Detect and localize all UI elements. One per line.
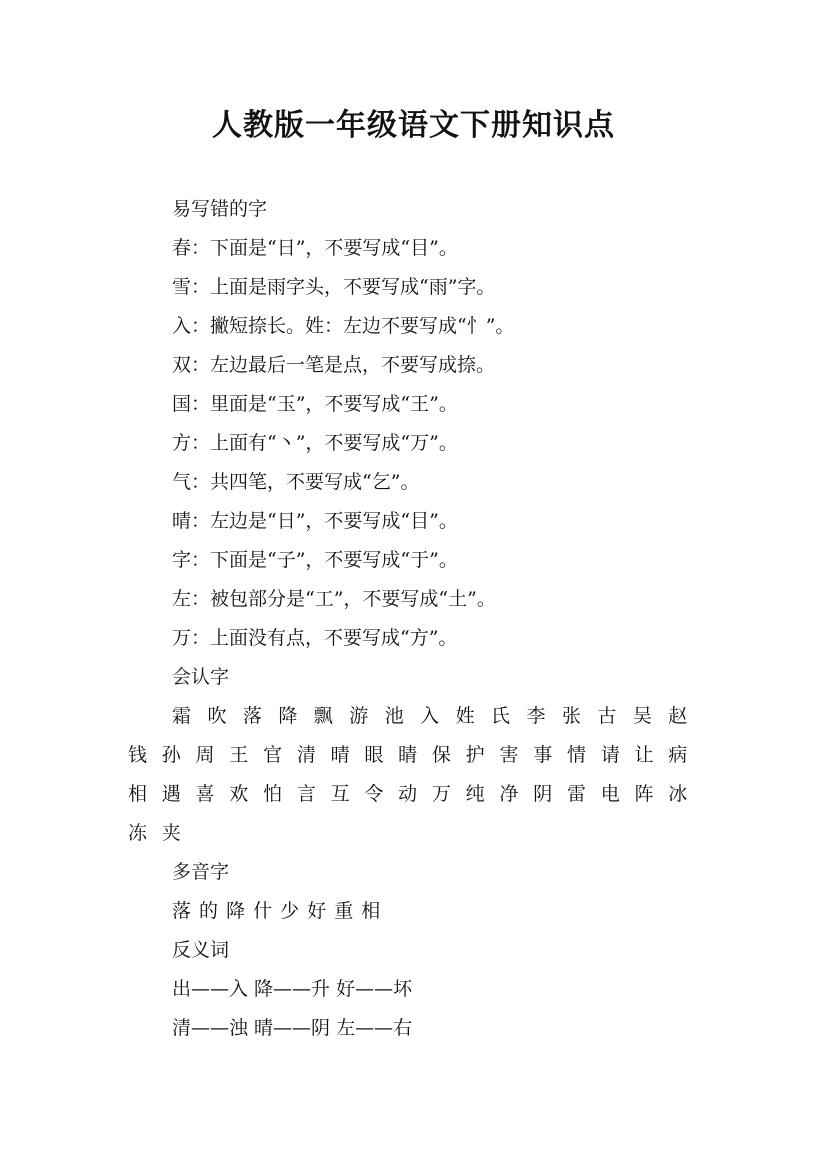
list-item: 国：里面是“玉”，不要写成“王”。	[172, 393, 458, 415]
section-heading-recognize: 会认字	[172, 666, 230, 688]
list-item: 字：下面是“子”，不要写成“于”。	[172, 549, 458, 571]
list-item: 春：下面是“日”，不要写成“目”。	[172, 237, 458, 259]
list-item: 雪：上面是雨字头，不要写成“雨”字。	[172, 276, 496, 298]
list-item: 入：撇短捺长。姓：左边不要写成“忄”。	[172, 315, 515, 337]
list-item: 双：左边最后一笔是点，不要写成捺。	[172, 354, 496, 376]
section-heading-easy-wrong: 易写错的字	[172, 198, 268, 220]
section-heading-antonyms: 反义词	[172, 939, 230, 961]
polyphone-chars: 落 的 降 什 少 好 重 相	[172, 900, 382, 922]
list-item: 左：被包部分是“工”，不要写成“土”。	[172, 588, 496, 610]
list-item: 晴：左边是“日”，不要写成“目”。	[172, 510, 458, 532]
list-item: 万：上面没有点，不要写成“方”。	[172, 627, 458, 649]
recognize-chars-paragraph: 霜吹落降飘游池入姓氏李张古吴赵钱孙周王官清晴眼睛保护害事情请让病相遇喜欢怕言互令动万纯净阴雷电阵冰冻夹	[128, 705, 702, 844]
list-item: 方：上面有“丶”，不要写成“万”。	[172, 432, 458, 454]
section-heading-polyphone: 多音字	[172, 861, 230, 883]
list-item: 气：共四笔，不要写成“乞”。	[172, 471, 420, 493]
antonym-row: 清——浊 晴——阴 左——右	[172, 1017, 413, 1039]
page-title: 人教版一年级语文下册知识点	[212, 108, 615, 143]
antonym-row: 出——入 降——升 好——坏	[172, 978, 413, 1000]
